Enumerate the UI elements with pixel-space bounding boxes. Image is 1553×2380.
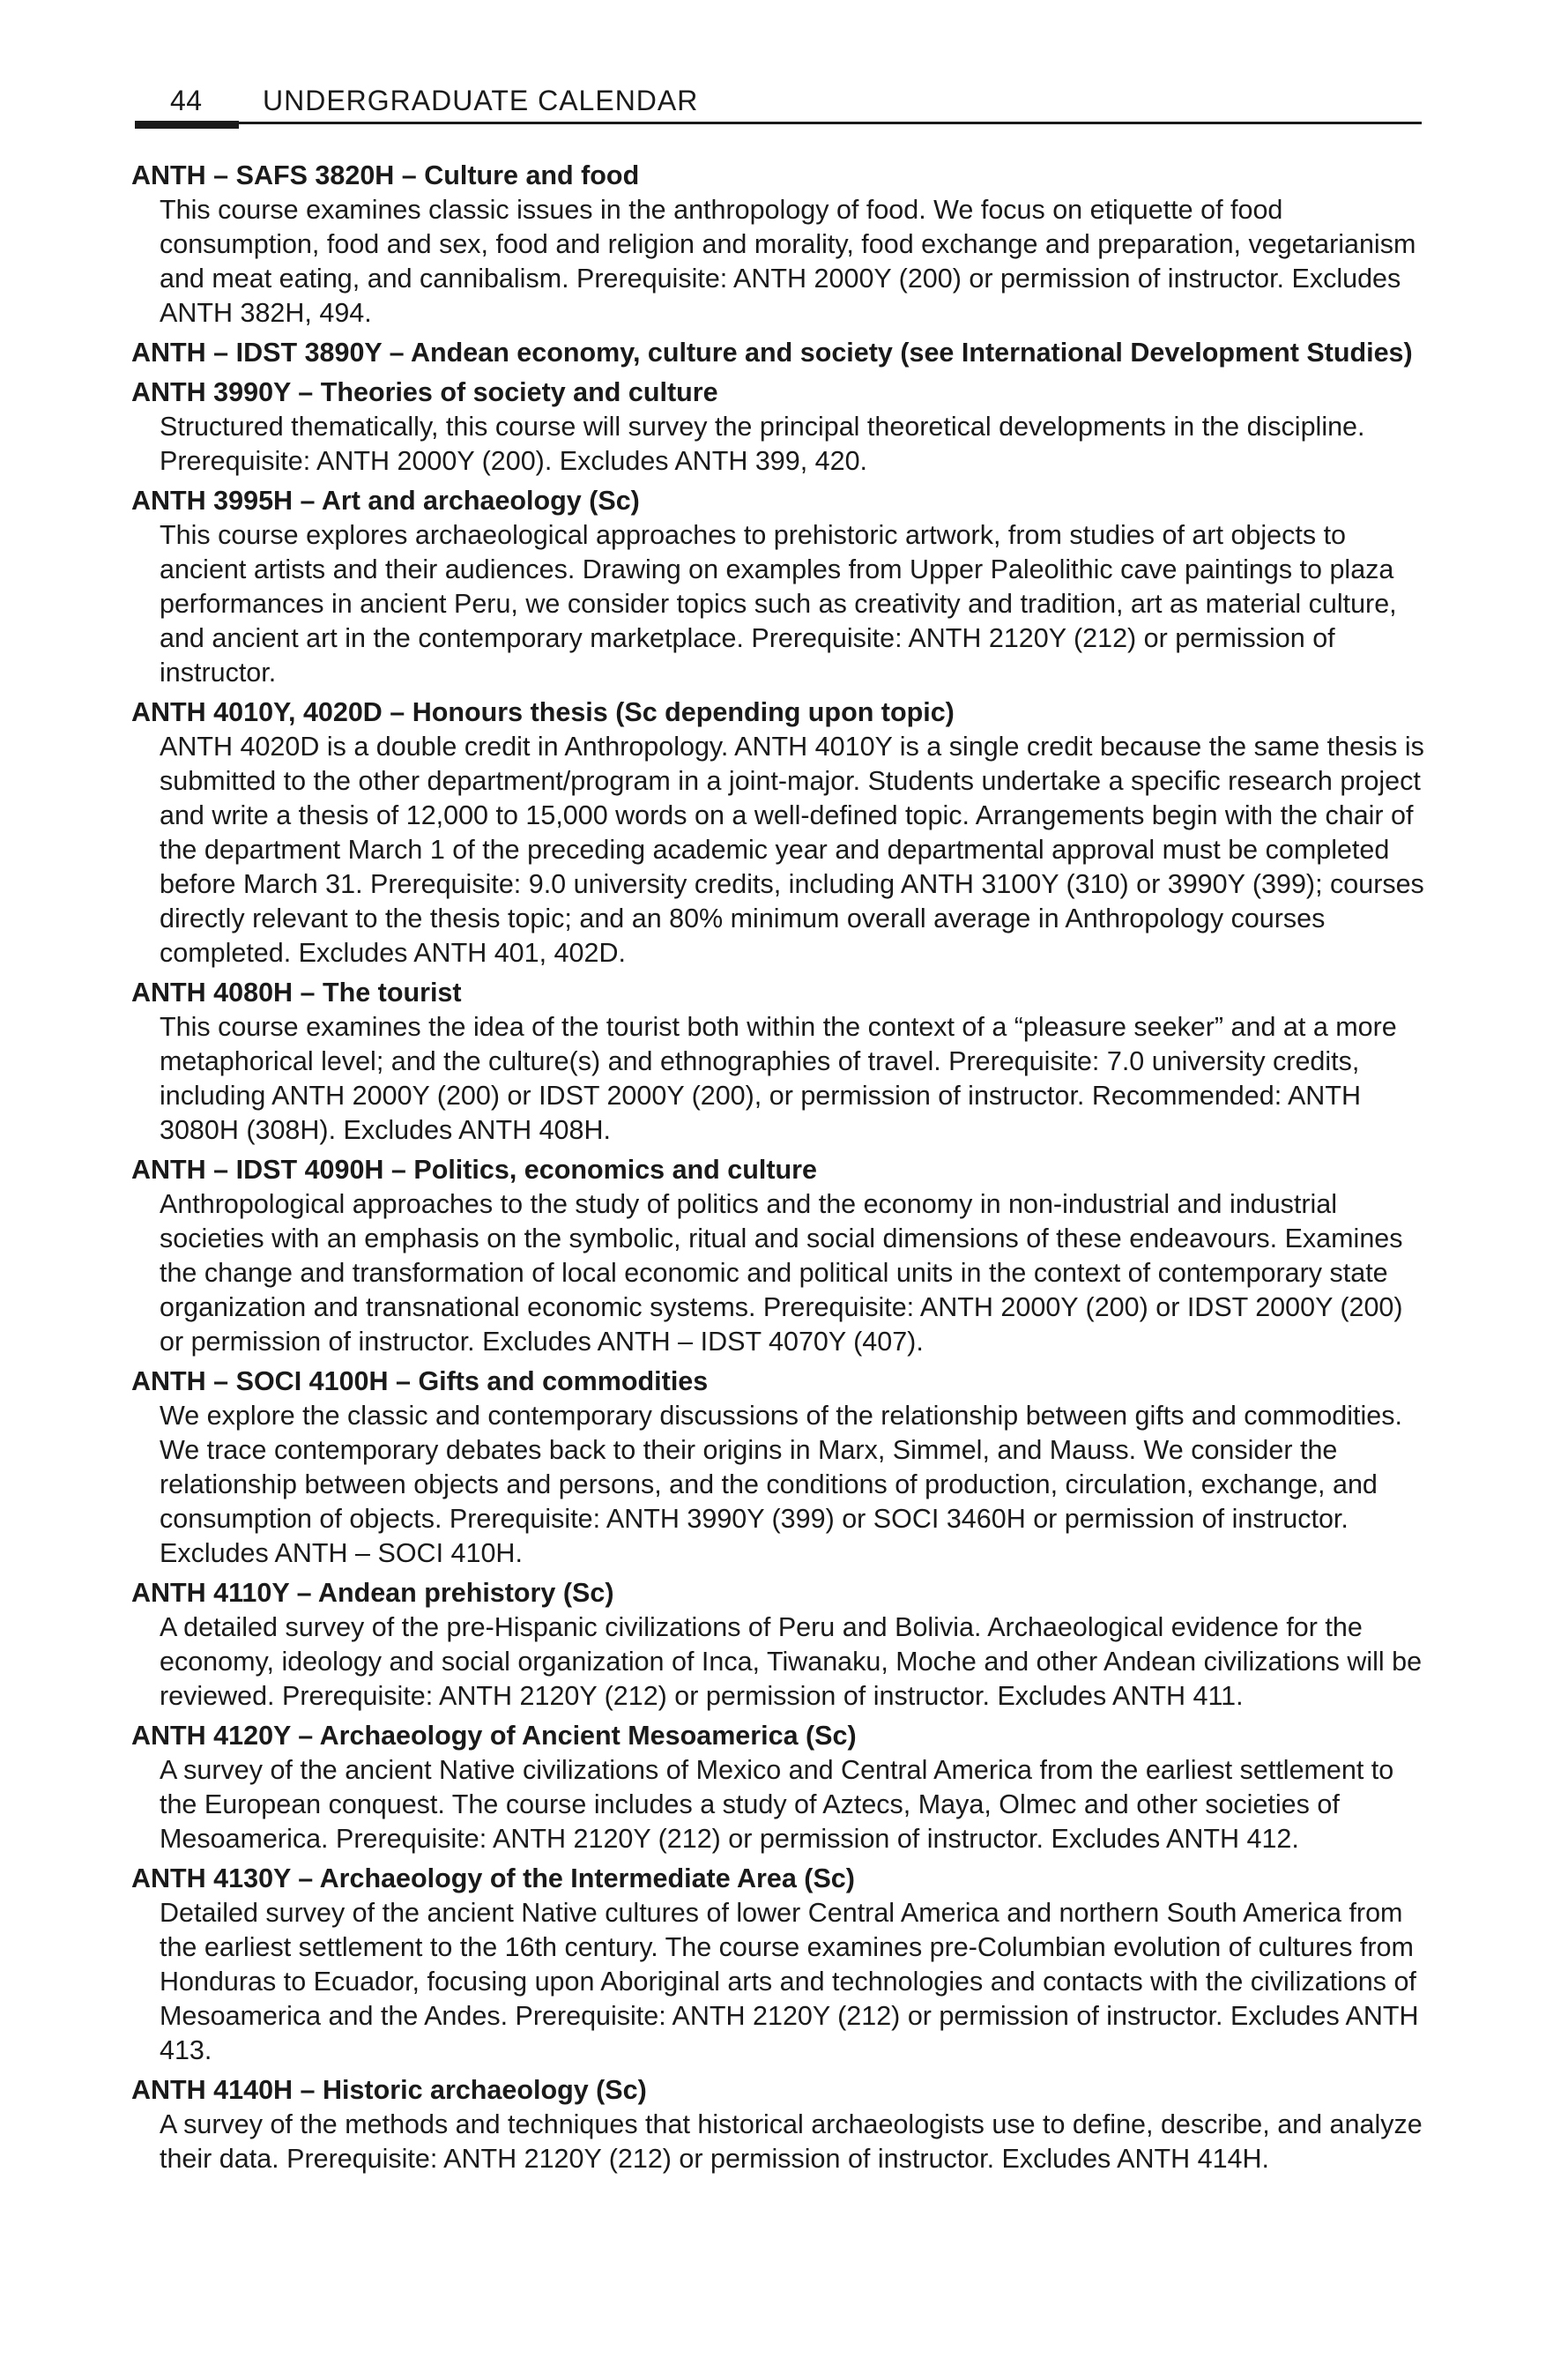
course-description: A detailed survey of the pre-Hispanic civilizations of Peru and Bolivia. Archaeological evidence for the economy, ideology and social organization of Inca, Tiwanaku, Moche and other Andean civilizations will be reviewed. Prerequisite: ANTH 2120Y (212) or permission of instructor. Excludes ANTH 411. bbox=[160, 1612, 1423, 1711]
course-entry-anth-4110y bbox=[131, 1576, 1427, 1714]
course-entry-anth-3990y bbox=[131, 376, 1427, 479]
course-title: ANTH 4140H – Historic archaeology (Sc) bbox=[131, 2075, 647, 2105]
course-title: ANTH 3995H – Art and archaeology (Sc) bbox=[131, 486, 640, 516]
course-entry-anth-4130y bbox=[131, 1862, 1427, 2068]
course-list bbox=[131, 159, 1427, 2182]
course-description: Anthropological approaches to the study of politics and the economy in non-industrial and industrial societies with an emphasis on the symbolic, ritual and social dimensions of these endeavours. Examines the change and transformation of local economic and political units in the context of contemporary state organization and transnational economic systems. Prerequisite: ANTH 2000Y (200) or IDST 2000Y (200) or permission of instructor. Excludes ANTH – IDST 4070Y (407). bbox=[160, 1189, 1403, 1357]
course-entry-anth-safs-3820h bbox=[131, 159, 1427, 331]
course-title: ANTH 4010Y, 4020D – Honours thesis (Sc depending upon topic) bbox=[131, 697, 955, 727]
course-description: A survey of the methods and techniques that historical archaeologists use to define, describe, and analyze their data. Prerequisite: ANTH 2120Y (212) or permission of instructor. Excludes ANTH 414H. bbox=[160, 2109, 1423, 2174]
course-title: ANTH – IDST 4090H – Politics, economics and culture bbox=[131, 1155, 817, 1185]
course-description: This course explores archaeological approaches to prehistoric artwork, from studies of art objects to ancient artists and their audiences. Drawing on examples from Upper Paleolithic cave paintings to plaza performances in ancient Peru, we consider topics such as creativity and tradition, art as material culture, and ancient art in the contemporary marketplace. Prerequisite: ANTH 2120Y (212) or permission of instructor. bbox=[160, 520, 1397, 688]
course-entry-anth-4080h bbox=[131, 976, 1427, 1148]
course-entry-anth-soci-4100h bbox=[131, 1365, 1427, 1571]
course-description: Detailed survey of the ancient Native cultures of lower Central America and northern South America from the earliest settlement to the 16th century. The course examines pre-Columbian evolution of cultures from Honduras to Ecuador, focusing upon Aboriginal arts and technologies and contacts with the civilizations of Mesoamerica and the Andes. Prerequisite: ANTH 2120Y (212) or permission of instructor. Excludes ANTH 413. bbox=[160, 1898, 1419, 2065]
course-title: ANTH – IDST 3890Y – Andean economy, culture and society (see International Development Studies) bbox=[131, 338, 1413, 368]
course-title: ANTH – SOCI 4100H – Gifts and commodities bbox=[131, 1366, 709, 1396]
course-title: ANTH 4110Y – Andean prehistory (Sc) bbox=[131, 1578, 614, 1608]
course-entry-anth-4010y-4020d bbox=[131, 695, 1427, 971]
course-entry-anth-idst-4090h bbox=[131, 1153, 1427, 1359]
course-title: ANTH 4130Y – Archaeology of the Intermediate Area (Sc) bbox=[131, 1863, 855, 1893]
course-entry-anth-4140h bbox=[131, 2073, 1427, 2176]
course-entry-anth-4120y bbox=[131, 1719, 1427, 1856]
course-title: ANTH 3990Y – Theories of society and culture bbox=[131, 377, 718, 407]
course-description: This course examines the idea of the tourist both within the context of a “pleasure seeker” and at a more metaphorical level; and the culture(s) and ethnographies of travel. Prerequisite: 7.0 university credits, including ANTH 2000Y (200) or IDST 2000Y (200), or permission of instructor. Recommended: ANTH 3080H (308H). Excludes ANTH 408H. bbox=[160, 1012, 1397, 1145]
course-title: ANTH 4120Y – Archaeology of Ancient Mesoamerica (Sc) bbox=[131, 1721, 857, 1751]
course-description: We explore the classic and contemporary discussions of the relationship between gifts and commodities. We trace contemporary debates back to their origins in Marx, Simmel, and Mauss. We consider the relationship between objects and persons, and the conditions of production, circulation, exchange, and consumption of objects. Prerequisite: ANTH 3990Y (399) or SOCI 3460H or permission of instructor. Excludes ANTH – SOCI 410H. bbox=[160, 1401, 1402, 1568]
header-rule-tab bbox=[135, 121, 239, 129]
header-title: UNDERGRADUATE CALENDAR bbox=[263, 85, 699, 116]
course-description: A survey of the ancient Native civilizations of Mexico and Central America from the earliest settlement to the European conquest. The course includes a study of Aztecs, Maya, Olmec and other societies of Mesoamerica. Prerequisite: ANTH 2120Y (212) or permission of instructor. Excludes ANTH 412. bbox=[160, 1755, 1394, 1854]
course-title: ANTH 4080H – The tourist bbox=[131, 978, 462, 1008]
page-number: 44 bbox=[170, 85, 203, 116]
course-title: ANTH – SAFS 3820H – Culture and food bbox=[131, 160, 640, 190]
course-description: Structured thematically, this course will survey the principal theoretical developments in the discipline. Prerequisite: ANTH 2000Y (200). Excludes ANTH 399, 420. bbox=[160, 412, 1365, 476]
course-entry-anth-3995h bbox=[131, 484, 1427, 690]
course-entry-anth-idst-3890y bbox=[131, 336, 1427, 370]
page-header bbox=[135, 76, 1422, 124]
course-description: This course examines classic issues in the anthropology of food. We focus on etiquette of food consumption, food and sex, food and religion and morality, food exchange and preparation, vegetarianism and meat eating, and cannibalism. Prerequisite: ANTH 2000Y (200) or permission of instructor. Excludes ANTH 382H, 494. bbox=[160, 195, 1416, 328]
course-description: ANTH 4020D is a double credit in Anthropology. ANTH 4010Y is a single credit because the same thesis is submitted to the other department/program in a joint-major. Students undertake a specific research project and write a thesis of 12,000 to 15,000 words on a well-defined topic. Arrangements begin with the chair of the department March 1 of the preceding academic year and departmental approval must be completed before March 31. Prerequisite: 9.0 university credits, including ANTH 3100Y (310) or 3990Y (399); courses directly relevant to the thesis topic; and an 80% minimum overall average in Anthropology courses completed. Excludes ANTH 401, 402D. bbox=[160, 732, 1424, 968]
